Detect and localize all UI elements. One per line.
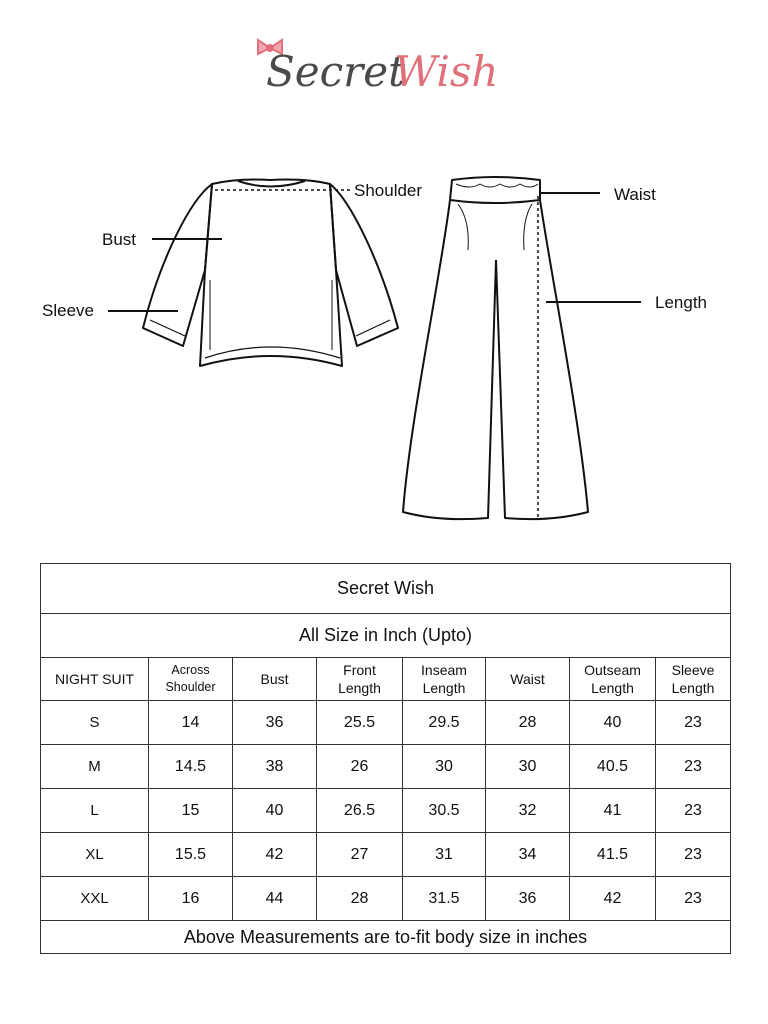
label-waist: Waist — [614, 185, 656, 204]
brand-word-secret: Secret — [266, 47, 405, 96]
table-cell: 30.5 — [403, 789, 486, 833]
size-cell: XXL — [41, 877, 149, 921]
header-bust: Bust — [233, 658, 317, 701]
table-cell: 26 — [317, 745, 403, 789]
table-cell: 26.5 — [317, 789, 403, 833]
table-cell: 28 — [317, 877, 403, 921]
table-cell: 40 — [233, 789, 317, 833]
header-across-shoulder: Across Shoulder — [149, 658, 233, 701]
table-cell: 23 — [656, 745, 731, 789]
label-sleeve: Sleeve — [42, 301, 94, 320]
table-cell: 30 — [486, 745, 570, 789]
header-outseam-length: Outseam Length — [570, 658, 656, 701]
table-cell: 28 — [486, 701, 570, 745]
table-cell: 44 — [233, 877, 317, 921]
table-cell: 42 — [570, 877, 656, 921]
brand-word-wish: Wish — [394, 47, 499, 96]
table-cell: 36 — [233, 701, 317, 745]
size-cell: S — [41, 701, 149, 745]
label-shoulder: Shoulder — [354, 181, 423, 200]
size-cell: L — [41, 789, 149, 833]
table-cell: 23 — [656, 789, 731, 833]
table-cell: 25.5 — [317, 701, 403, 745]
shirt-sketch — [143, 180, 398, 367]
table-row — [41, 789, 731, 833]
table-row — [41, 745, 731, 789]
brand-logo — [250, 26, 520, 106]
table-cell: 40 — [570, 701, 656, 745]
pants-sketch — [403, 177, 588, 519]
size-chart-table — [40, 563, 731, 954]
header-waist: Waist — [486, 658, 570, 701]
size-cell: M — [41, 745, 149, 789]
table-title: Secret Wish — [41, 564, 731, 614]
table-cell: 15.5 — [149, 833, 233, 877]
label-bust: Bust — [102, 230, 137, 249]
table-cell: 32 — [486, 789, 570, 833]
table-cell: 41.5 — [570, 833, 656, 877]
table-cell: 34 — [486, 833, 570, 877]
table-row — [41, 833, 731, 877]
table-cell: 38 — [233, 745, 317, 789]
table-row — [41, 877, 731, 921]
table-row — [41, 701, 731, 745]
header-night-suit: NIGHT SUIT — [41, 658, 149, 701]
table-cell: 23 — [656, 833, 731, 877]
header-front-length: Front Length — [317, 658, 403, 701]
table-header-row — [41, 658, 731, 701]
table-cell: 23 — [656, 701, 731, 745]
table-cell: 29.5 — [403, 701, 486, 745]
table-cell: 40.5 — [570, 745, 656, 789]
table-cell: 41 — [570, 789, 656, 833]
header-inseam-length: Inseam Length — [403, 658, 486, 701]
table-footer-note: Above Measurements are to-fit body size in inches — [41, 921, 731, 954]
table-cell: 36 — [486, 877, 570, 921]
table-cell: 27 — [317, 833, 403, 877]
table-cell: 23 — [656, 877, 731, 921]
table-cell: 31 — [403, 833, 486, 877]
table-cell: 30 — [403, 745, 486, 789]
table-subtitle: All Size in Inch (Upto) — [41, 614, 731, 658]
garment-diagram — [0, 160, 768, 540]
table-cell: 31.5 — [403, 877, 486, 921]
label-length: Length — [655, 293, 707, 312]
table-cell: 14.5 — [149, 745, 233, 789]
size-cell: XL — [41, 833, 149, 877]
table-cell: 15 — [149, 789, 233, 833]
header-sleeve-length: Sleeve Length — [656, 658, 731, 701]
table-cell: 16 — [149, 877, 233, 921]
table-cell: 42 — [233, 833, 317, 877]
table-cell: 14 — [149, 701, 233, 745]
